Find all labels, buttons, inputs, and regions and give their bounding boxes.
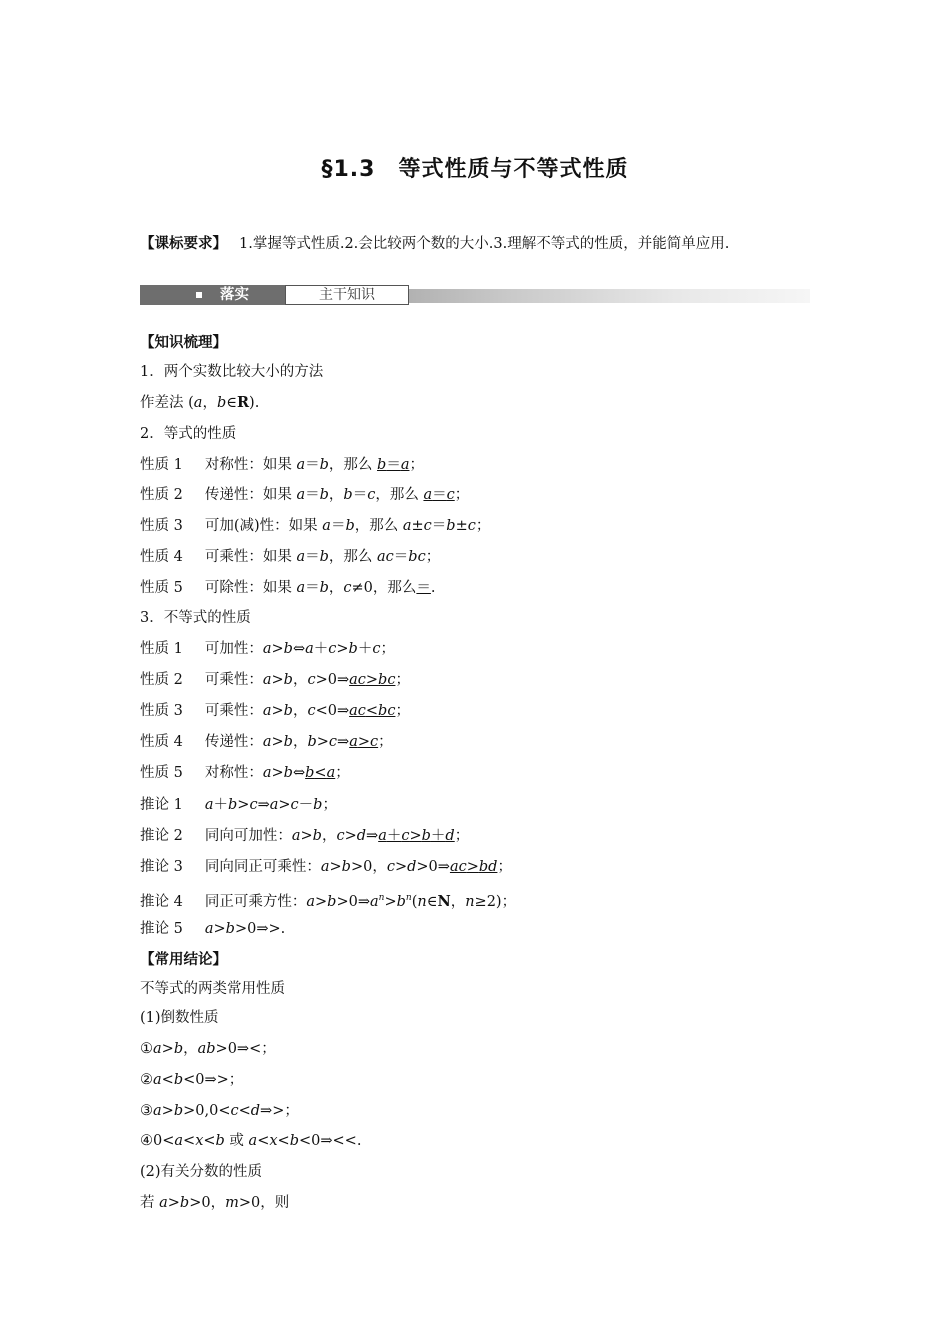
common-intro: 不等式的两类常用性质: [140, 981, 285, 997]
common-p1: (1)倒数性质: [140, 1010, 219, 1026]
common-item-3: ③a>b>0,0<c<d⇒>；: [140, 1103, 299, 1119]
s3-item-8: 推论 3 同向同正可乘性：a>b>0，c>d>0⇒ac>bd；: [140, 859, 512, 875]
s3-item-5: 性质 5 对称性：a>b⇔b<a；: [140, 765, 350, 781]
common-header: 【常用结论】: [140, 952, 227, 968]
section-banner: [140, 283, 810, 307]
s3-heading: 3．不等式的性质: [140, 610, 251, 626]
common-item-4: ④0<a<x<b 或 a<x<b<0⇒<<.: [140, 1133, 362, 1149]
s2-item-4: 性质 4 可乘性：如果 a＝b，那么 ac＝bc；: [140, 549, 441, 565]
page-title: §1.3 等式性质与不等式性质: [321, 157, 629, 182]
s2-item-3: 性质 3 可加(减)性：如果 a＝b，那么 a±c＝b±c；: [140, 518, 491, 534]
s3-item-2: 性质 2 可乘性：a>b，c>0⇒ac>bc；: [140, 672, 410, 688]
banner-left-label: 落实: [220, 287, 249, 303]
requirements-text: 1.掌握等式性质.2.会比较两个数的大小.3.理解不等式的性质，并能简单应用.: [239, 236, 730, 252]
s1-line: 作差法 (a，b∈R).: [140, 394, 260, 411]
s3-item-1: 性质 1 可加性：a>b⇔a＋c>b＋c；: [140, 641, 395, 657]
s3-item-7: 推论 2 同向可加性：a>b，c>d⇒a＋c>b＋d；: [140, 828, 470, 844]
s1-heading: 1．两个实数比较大小的方法: [140, 364, 324, 380]
banner-dark-block: [140, 285, 285, 305]
common-item-1: ①a>b，ab>0⇒<；: [140, 1041, 276, 1057]
s3-item-3: 性质 3 可乘性：a>b，c<0⇒ac<bc；: [140, 703, 410, 719]
s2-heading: 2．等式的性质: [140, 426, 237, 442]
s3-item-10: 推论 5 a>b>0⇒>.: [140, 921, 286, 937]
square-bullet-icon: [196, 292, 202, 298]
common-last: 若 a>b>0，m>0，则: [140, 1195, 290, 1211]
s2-item-2: 性质 2 传递性：如果 a＝b，b＝c，那么 a＝c；: [140, 487, 470, 503]
requirements-label: 【课标要求】: [140, 236, 227, 252]
s2-item-1: 性质 1 对称性：如果 a＝b，那么 b＝a；: [140, 457, 424, 473]
banner-right-label: 主干知识: [285, 285, 409, 305]
s3-item-9: 推论 4 同正可乘方性：$a>b>0\Rightarrow a^n>b^n(n\in N$，n≥2)；: [140, 892, 517, 910]
s3-item-4: 性质 4 传递性：a>b，b>c⇒a>c；: [140, 734, 393, 750]
common-item-2: ②a<b<0⇒>；: [140, 1072, 244, 1088]
knowledge-header: 【知识梳理】: [140, 335, 227, 351]
s3-item-6: 推论 1 a＋b>c⇒a>c－b；: [140, 797, 337, 813]
common-p2: (2)有关分数的性质: [140, 1164, 263, 1180]
s2-item-5: 性质 5 可除性：如果 a＝b，c≠0，那么＝.: [140, 580, 436, 596]
course-requirements: [140, 232, 729, 253]
